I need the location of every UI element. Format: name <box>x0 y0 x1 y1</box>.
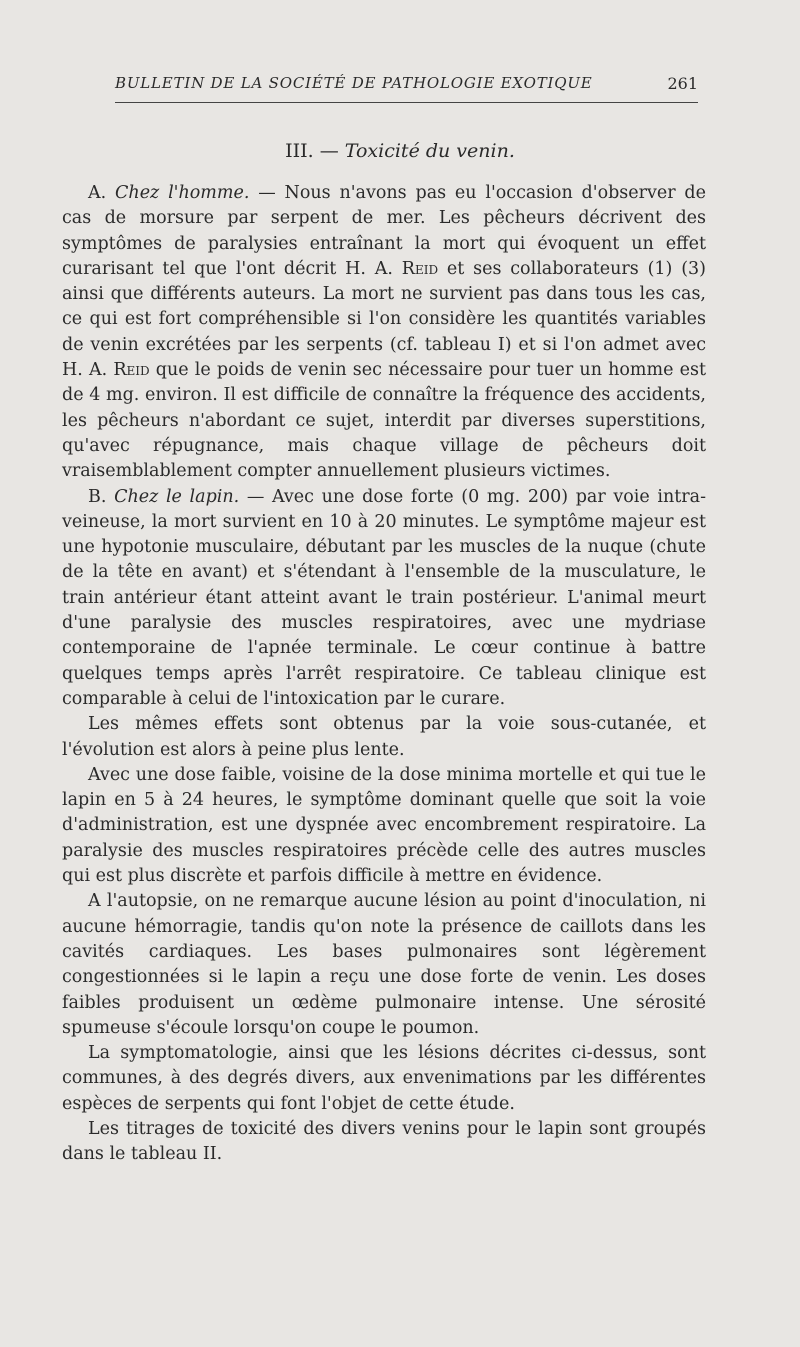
page-number: 261 <box>667 74 698 93</box>
section-title <box>0 140 800 162</box>
running-head: BULLETIN DE LA SOCIÉTÉ DE PATHOLOGIE EXOTIQUE <box>115 74 593 92</box>
author-name: Reid <box>401 258 439 279</box>
paragraph-a-text-1: — Nous n'avons pas eu l'occasion d'observer de cas de morsure par serpent de mer. Les pêcheurs décrivent des symptômes de paralysies entraînant la mort qui évoquent un effet curarisant tel que l'ont décrit H. A. <box>62 183 706 279</box>
paragraph-a <box>62 181 706 485</box>
paragraph: Avec une dose faible, voisine de la dose minima mortelle et qui tue le lapin en 5 à 24 heures, le symptôme dominant quelle que soit la voie d'administration, est une dyspnée avec encombrement respiratoire. La paralysie des muscles respiratoires précède celle des autres muscles qui est plus discrète et parfois difficile à mettre en évidence. <box>62 764 706 887</box>
body-text <box>62 181 706 1168</box>
paragraph-b <box>62 485 706 713</box>
paragraph-b-text: — Avec une dose forte (0 mg. 200) par voie intra-veineuse, la mort survient en 10 à 20 minutes. Le symptôme majeur est une hypotonie musculaire, débutant par les muscles de la nuque (chute de la tête en avant) et s'étendant à l'ensemble de la musculature, le train antérieur étant atteint avant le train postérieur. L'animal meurt d'une paralysie des muscles respiratoires, avec une mydriase contemporaine de l'apnée terminale. Le cœur continue à battre quelques temps après l'arrêt respiratoire. Ce tableau clinique est comparable à celui de l'intoxication par le curare. <box>62 486 706 709</box>
paragraph-a-label: A. <box>88 183 107 203</box>
author-name: Reid <box>113 360 150 381</box>
section-title-text: Toxicité du venin. <box>344 140 515 162</box>
paragraph: Les mêmes effets sont obtenus par la voie sous-cutanée, et l'évolution est alors à peine plus lente. <box>62 714 706 760</box>
paragraph-b-label: B. <box>88 486 107 507</box>
paragraph-b-heading: Chez le lapin. <box>114 486 240 507</box>
paragraph-a-heading: Chez l'homme. <box>115 183 250 203</box>
section-number: III. — <box>285 140 339 162</box>
paragraph-a-text-2: et ses collaborateurs (1) (3) ainsi que différents auteurs. La mort ne survient pas dans tous les cas, ce qui est fort compréhensible si l'on considère les quantités variables de venin excrétées par les serpents (cf. tableau I) et si l'on admet avec H. A. <box>62 258 706 381</box>
paragraph: A l'autopsie, on ne remarque aucune lésion au point d'inoculation, ni aucune hémorragie, tandis qu'on note la présence de caillots dans les cavités cardiaques. Les bases pulmonaires sont légèrement congestionnées si le lapin a reçu une dose forte de venin. Les doses faibles produisent un œdème pulmonaire intense. Une sérosité spumeuse s'écoule lorsqu'on coupe le poumon. <box>62 891 706 1038</box>
paragraph: Les titrages de toxicité des divers venins pour le lapin sont groupés dans le tableau II. <box>62 1118 706 1165</box>
page-header <box>115 74 698 96</box>
paragraph-a-text-3: que le poids de venin sec nécessaire pour tuer un homme est de 4 mg. environ. Il est difficile de connaître la fréquence des accidents, les pêcheurs n'abordant ce sujet, interdit par diverses superstitions, qu'avec répugnance, mais chaque village de pêcheurs doit vraisemblablement compter annuellement plusieurs victimes. <box>62 360 706 482</box>
paragraph: La symptomatologie, ainsi que les lésions décrites ci-dessus, sont communes, à des degrés divers, aux envenimations par les différentes espèces de serpents qui font l'objet de cette étude. <box>62 1043 706 1114</box>
header-rule <box>115 102 698 103</box>
